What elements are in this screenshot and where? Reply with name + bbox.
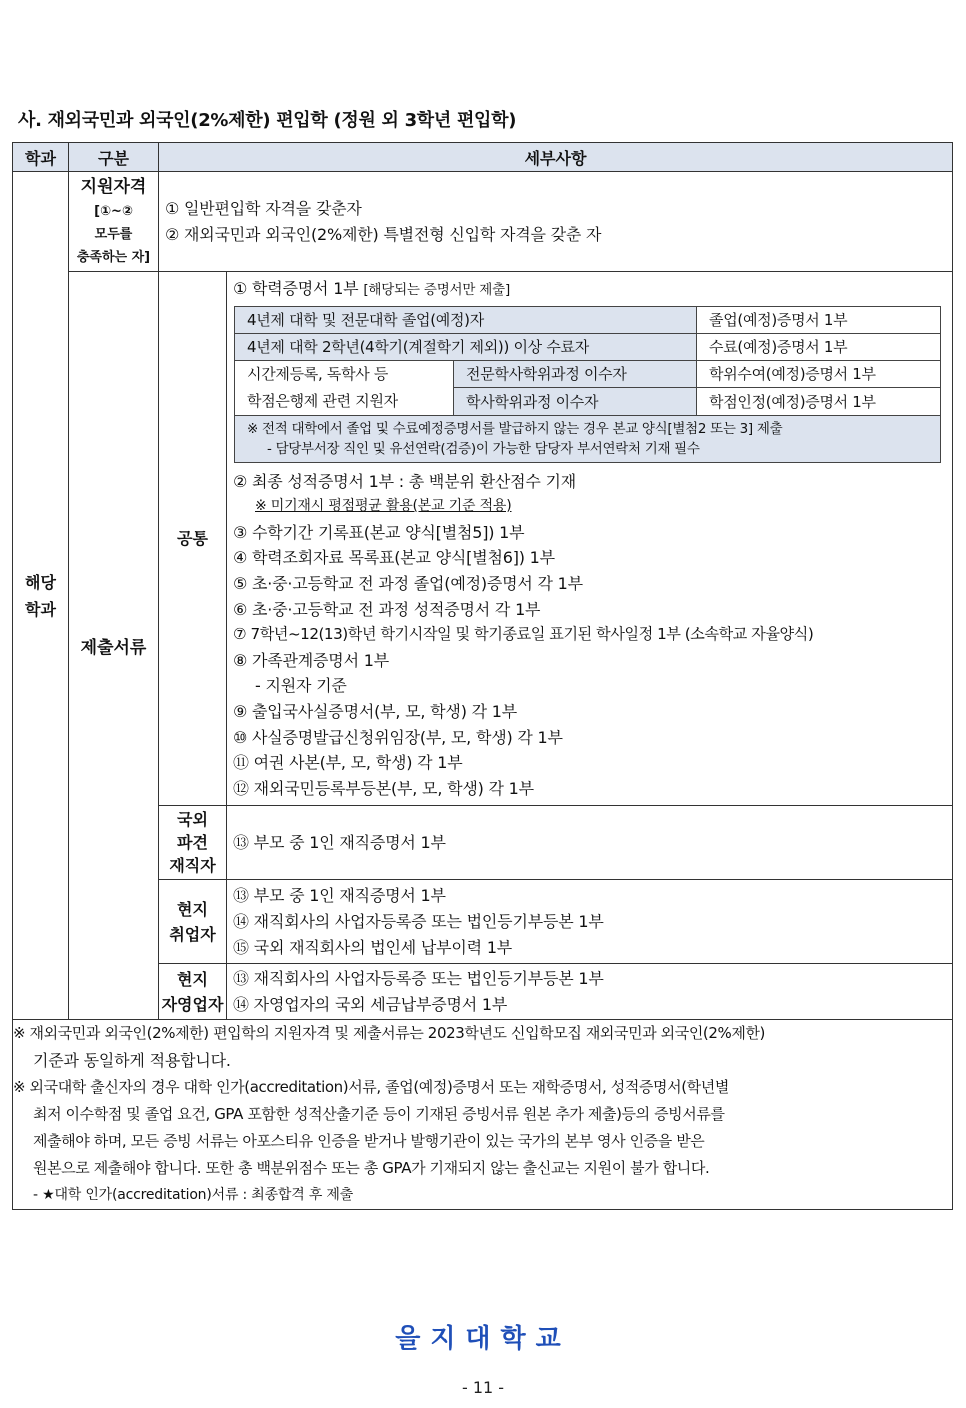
local-employee-item-3: ⑮ 국외 재직회사의 법인세 납부이력 1부 — [233, 937, 513, 957]
footnote-2-line-3: 제출해야 하며, 모든 증빙 서류는 아포스티유 인증을 받거나 발행기관이 있는 국가의 본부 영사 인증을 받은 — [33, 1132, 705, 1151]
degree-group-left — [235, 360, 454, 415]
page-number: - 11 - — [461, 1378, 505, 1397]
local-employee-content — [227, 880, 953, 964]
doc-item-1 — [231, 276, 952, 304]
university-name: 을지대학교 — [395, 1324, 571, 1354]
overseas-content — [227, 806, 953, 880]
eligibility-item-2: ② 재외국민과 외국인(2%제한) 특별전형 신입학 자격을 갖춘 자 — [165, 224, 602, 244]
doc-item-6: ⑥ 초·중·고등학교 전 과정 성적증명서 각 1부 — [233, 599, 541, 619]
local-self-label — [159, 964, 227, 1020]
degree-row-4-mid: 학사학위과정 이수자 — [454, 388, 697, 416]
degree-row-1 — [235, 306, 941, 333]
degree-note-1: ※ 전적 대학에서 졸업 및 수료예정증명서를 발급하지 않는 경우 본교 양식[별첨2 또는 3] 제출 — [247, 420, 783, 437]
local-employee-label — [159, 880, 227, 964]
local-employee-item-1: ⑬ 부모 중 1인 재직증명서 1부 — [233, 886, 446, 906]
doc-item-10: ⑩ 사실증명발급신청위임장(부, 모, 학생) 각 1부 — [233, 727, 563, 747]
table-header-row — [13, 143, 953, 172]
eligibility-content — [159, 172, 953, 272]
footnote-2-line-5: - ★대학 인가(accreditation)서류 : 최종합격 후 제출 — [33, 1187, 354, 1204]
degree-row-4-right: 학점인정(예정)증명서 1부 — [697, 388, 941, 416]
doc-item-1-text: ① 학력증명서 1부 — [233, 279, 364, 298]
doc-item-11: ⑪ 여권 사본(부, 모, 학생) 각 1부 — [233, 753, 463, 773]
eligibility-row — [13, 172, 953, 272]
header-details: 세부사항 — [159, 143, 953, 172]
local-self-label-1: 현지 — [177, 969, 208, 989]
overseas-label-3: 재직자 — [169, 856, 216, 876]
local-self-content — [227, 964, 953, 1020]
eligibility-label — [69, 172, 159, 272]
overseas-label-1: 국외 — [177, 810, 208, 830]
eligibility-title: 지원자격 — [80, 177, 147, 197]
local-employee-label-2: 취업자 — [169, 924, 216, 944]
section-title: 사. 재외국민과 외국인(2%제한) 편입학 (정원 외 3학년 편입학) — [18, 110, 517, 131]
dept-cell — [13, 172, 69, 1020]
documents-label: 제출서류 — [69, 272, 159, 1020]
degree-note-row — [235, 415, 941, 462]
header-category: 구분 — [69, 143, 159, 172]
eligibility-sub1: [①~② — [94, 204, 133, 219]
degree-row-2-left: 4년제 대학 2학년(4학기(계절학기 제외)) 이상 수료자 — [235, 333, 697, 360]
overseas-label-2: 파견 — [177, 833, 208, 853]
footnote-2-line-1: ※ 외국대학 출신자의 경우 대학 인가(accreditation)서류, 졸업(예정)증명서 또는 재학증명서, 성적증명서(학년별 — [13, 1078, 729, 1097]
degree-note-2: - 담당부서장 직인 및 유선연락(검증)이 가능한 담당자 부서연락처 기재 필수 — [267, 440, 700, 457]
dept-line2: 학과 — [25, 599, 56, 619]
doc-item-2-note-text: ※ 미기재시 평점평균 활용(본교 기준 적용) — [255, 498, 512, 515]
degree-group-left-2: 학점은행제 관련 지원자 — [247, 391, 398, 410]
eligibility-item-1: ① 일반편입학 자격을 갖춘자 — [165, 198, 362, 218]
degree-note — [235, 415, 941, 462]
dept-line1: 해당 — [25, 572, 56, 592]
documents-common-row — [13, 272, 953, 806]
common-content — [227, 272, 953, 806]
admission-table — [12, 142, 953, 1210]
degree-row-2 — [235, 333, 941, 360]
degree-row-3-mid: 전문학사학위과정 이수자 — [454, 360, 697, 388]
doc-item-5: ⑤ 초·중·고등학교 전 과정 졸업(예정)증명서 각 1부 — [233, 573, 583, 593]
footnote-2-line-2: 최저 이수학점 및 졸업 요건, GPA 포함한 성적산출기준 등이 기재된 증빙서류 원본 추가 제출)등의 증빙서류를 — [33, 1105, 725, 1124]
degree-certificate-table — [234, 306, 941, 463]
degree-row-3-right: 학위수여(예정)증명서 1부 — [697, 360, 941, 388]
degree-row-2-right: 수료(예정)증명서 1부 — [697, 333, 941, 360]
footnote-1-line-2: 기준과 동일하게 적용합니다. — [33, 1051, 231, 1071]
eligibility-sub3: 충족하는 자] — [76, 250, 151, 265]
doc-item-3: ③ 수학기간 기록표(본교 양식[별첨5]) 1부 — [233, 522, 525, 542]
header-dept: 학과 — [13, 143, 69, 172]
doc-item-8: ⑧ 가족관계증명서 1부 — [233, 650, 389, 670]
degree-row-1-right: 졸업(예정)증명서 1부 — [697, 306, 941, 333]
doc-item-12: ⑫ 재외국민등록부등본(부, 모, 학생) 각 1부 — [233, 778, 534, 798]
doc-item-8-note: - 지원자 기준 — [255, 676, 347, 696]
footnote-1-line-1: ※ 재외국민과 외국인(2%제한) 편입학의 지원자격 및 제출서류는 2023학년도 신입학모집 재외국민과 외국인(2%제한) — [13, 1024, 766, 1043]
local-self-item-2: ⑭ 자영업자의 국외 세금납부증명서 1부 — [233, 994, 508, 1014]
degree-group-left-1: 시간제등록, 독학사 등 — [247, 364, 389, 383]
overseas-item: ⑬ 부모 중 1인 재직증명서 1부 — [233, 833, 446, 853]
doc-item-1-note: [해당되는 증명서만 제출] — [363, 282, 511, 298]
degree-row-3 — [235, 360, 941, 388]
footnotes-row — [13, 1020, 953, 1210]
common-label: 공통 — [159, 272, 227, 806]
doc-item-4: ④ 학력조회자료 목록표(본교 양식[별첨6]) 1부 — [233, 548, 555, 568]
degree-row-1-left: 4년제 대학 및 전문대학 졸업(예정)자 — [235, 306, 697, 333]
overseas-label — [159, 806, 227, 880]
footnotes — [13, 1020, 953, 1210]
footnote-2-line-4: 원본으로 제출해야 합니다. 또한 총 백분위점수 또는 총 GPA가 기재되지 않는 출신교는 지원이 불가 합니다. — [33, 1159, 710, 1178]
doc-item-9: ⑨ 출입국사실증명서(부, 모, 학생) 각 1부 — [233, 701, 517, 721]
doc-item-2-note — [231, 494, 952, 520]
local-employee-item-2: ⑭ 재직회사의 사업자등록증 또는 법인등기부등본 1부 — [233, 912, 604, 932]
doc-item-2: ② 최종 성적증명서 1부 : 총 백분위 환산점수 기재 — [233, 471, 577, 491]
local-employee-label-1: 현지 — [177, 899, 208, 919]
eligibility-sub2: 모두를 — [94, 227, 133, 242]
local-self-item-1: ⑬ 재직회사의 사업자등록증 또는 법인등기부등본 1부 — [233, 969, 604, 989]
local-self-label-2: 자영업자 — [161, 994, 224, 1014]
doc-item-7: ⑦ 7학년~12(13)학년 학기시작일 및 학기종료일 표기된 학사일정 1부 (소속학교 자율양식) — [233, 625, 814, 644]
